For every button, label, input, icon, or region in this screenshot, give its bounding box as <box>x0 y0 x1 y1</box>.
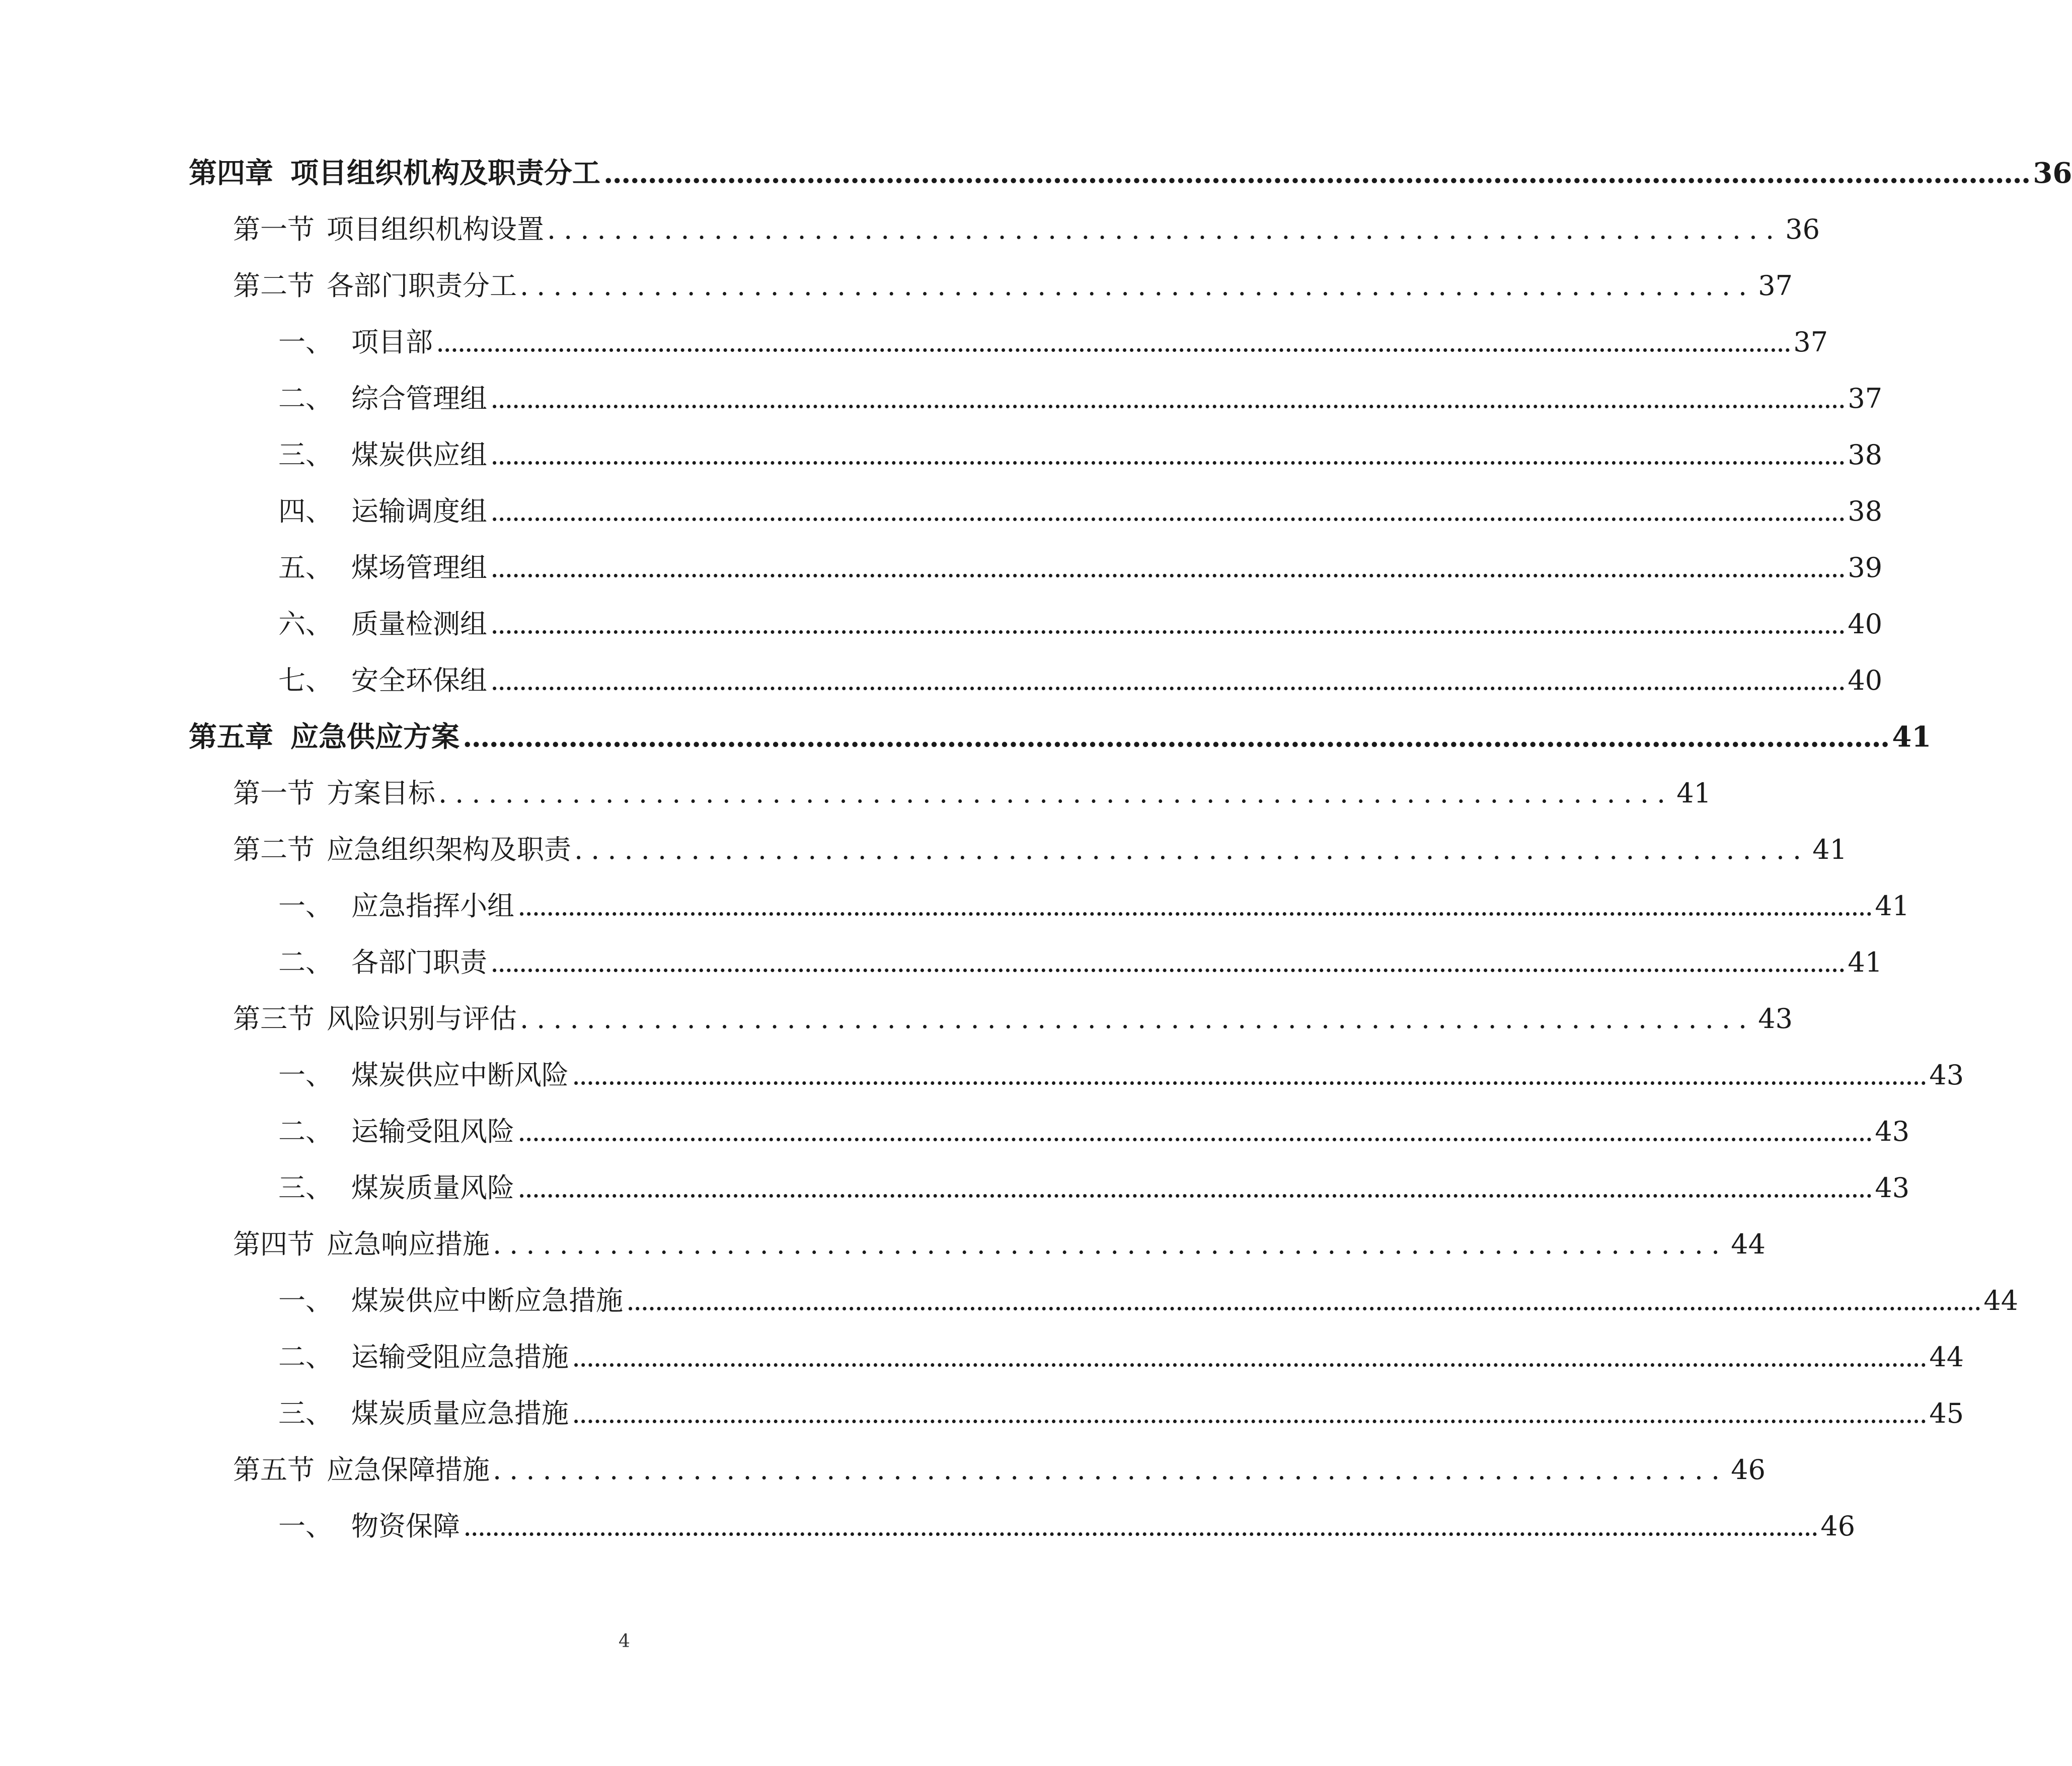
toc-page-number: 41 <box>1676 777 1711 809</box>
toc-item-number: 三、 <box>278 1172 333 1204</box>
toc-dot-leader: .......................................................................... <box>520 1003 1755 1035</box>
toc-item-number: 五、 <box>278 552 333 583</box>
toc-item-number: 二、 <box>278 1341 333 1373</box>
toc-item[interactable] <box>278 1506 1856 1547</box>
toc-dot-leader: .............................................................................................................................................................................................. <box>436 326 1791 358</box>
toc-item-title: 质量检测组 <box>351 608 487 640</box>
toc-item-title: 煤场管理组 <box>351 552 487 583</box>
toc-page-number: 36 <box>1785 213 1820 245</box>
toc-section-number: 第一节 <box>233 213 315 245</box>
toc-item-number: 二、 <box>278 1116 333 1147</box>
toc-item-number: 一、 <box>278 1285 333 1316</box>
toc-dot-leader: .............................................................................................................................................................................................. <box>517 890 1872 922</box>
toc-item-number: 一、 <box>278 890 333 922</box>
toc-chapter-title: 应急供应方案 <box>290 720 459 754</box>
toc-dot-leader: .......................................................................... <box>438 777 1674 809</box>
toc-chapter-number: 第四章 <box>189 157 273 190</box>
toc-dot-leader: .............................................................................................................................................................................................. <box>572 1341 1927 1373</box>
toc-section-number: 第五节 <box>233 1454 315 1486</box>
toc-page-number: 41 <box>1812 834 1847 865</box>
toc-item-title: 煤炭供应中断应急措施 <box>351 1285 623 1316</box>
toc-section[interactable] <box>233 999 1793 1039</box>
toc-item-number: 一、 <box>278 326 333 358</box>
toc-dot-leader: .............................................................................................................................................................................................. <box>463 1510 1818 1542</box>
toc-item[interactable] <box>278 886 1910 926</box>
toc-dot-leader: .............................................................................................................................................................................................. <box>490 608 1845 640</box>
toc-section-title: 方案目标 <box>327 777 435 809</box>
toc-section-number: 第二节 <box>233 834 315 865</box>
toc-item-number: 二、 <box>278 383 333 414</box>
toc-page-number: 46 <box>1820 1510 1856 1542</box>
toc-item[interactable] <box>278 1055 1964 1095</box>
toc-page-number: 40 <box>1848 608 1883 640</box>
toc-chapter-5[interactable] <box>189 717 1932 757</box>
toc-dot-leader: .............................................................................................................................................................................................. <box>517 1172 1872 1204</box>
toc-dot-leader: .............................................................................................................................................................................................. <box>517 1116 1872 1147</box>
toc-item[interactable] <box>278 491 1883 532</box>
toc-item-number: 一、 <box>278 1059 333 1091</box>
toc-page-number: 40 <box>1848 665 1883 696</box>
toc-item-title: 物资保障 <box>351 1510 460 1542</box>
toc-page-number: 36 <box>2033 157 2072 190</box>
toc-page-number: 37 <box>1848 383 1883 414</box>
toc-page-number: 38 <box>1848 439 1883 471</box>
toc-dot-leader: .......................................................................... <box>493 1454 1728 1486</box>
toc-item-number: 三、 <box>278 439 333 471</box>
toc-dot-leader: .............................................................................................................................................................................................. <box>490 439 1845 471</box>
toc-item[interactable] <box>278 604 1883 644</box>
toc-item-number: 七、 <box>278 665 333 696</box>
toc-page-number: 44 <box>1929 1341 1964 1373</box>
toc-item-title: 煤炭供应组 <box>351 439 487 471</box>
toc-page-number: 41 <box>1848 946 1883 978</box>
toc-page-number: 41 <box>1892 720 1932 754</box>
toc-item[interactable] <box>278 1112 1910 1152</box>
toc-dot-leader: .............................................................................................................................................................................................. <box>572 1397 1927 1429</box>
toc-section-title: 应急响应措施 <box>327 1228 490 1260</box>
toc-page-number: 43 <box>1758 1003 1793 1035</box>
toc-dot-leader: .......................................................................... <box>493 1228 1728 1260</box>
toc-item[interactable] <box>278 435 1883 475</box>
toc-dot-leader: .............................................................................................................................................................................................. <box>490 552 1845 583</box>
toc-section-title: 各部门职责分工 <box>327 270 517 302</box>
toc-item[interactable] <box>278 322 1828 362</box>
toc-item[interactable] <box>278 1337 1964 1377</box>
toc-item[interactable] <box>278 1281 2019 1321</box>
toc-section-number: 第三节 <box>233 1003 315 1035</box>
toc-page-number: 43 <box>1875 1116 1910 1147</box>
toc-section-title: 风险识别与评估 <box>327 1003 517 1035</box>
toc-item-title: 运输调度组 <box>351 495 487 527</box>
toc-page-number: 43 <box>1929 1059 1964 1091</box>
toc-dot-leader: .......................................................................... <box>574 834 1810 865</box>
toc-item-title: 安全环保组 <box>351 665 487 696</box>
toc-item-title: 煤炭质量风险 <box>351 1172 514 1204</box>
toc-section-number: 第二节 <box>233 270 315 302</box>
toc-dot-leader: .......................................................................... <box>520 270 1755 302</box>
toc-section[interactable] <box>233 266 1793 306</box>
toc-item-title: 运输受阻应急措施 <box>351 1341 569 1373</box>
toc-item-title: 运输受阻风险 <box>351 1116 514 1147</box>
toc-section[interactable] <box>233 209 1820 250</box>
toc-page-number: 43 <box>1875 1172 1910 1204</box>
toc-item[interactable] <box>278 1393 1964 1434</box>
toc-section[interactable] <box>233 1224 1766 1265</box>
page-footer-number: 4 <box>619 1631 630 1652</box>
toc-page-number: 46 <box>1731 1454 1766 1486</box>
toc-item-title: 各部门职责 <box>351 946 487 978</box>
toc-section[interactable] <box>233 830 1847 870</box>
toc-chapter-number: 第五章 <box>189 720 273 754</box>
toc-item-title: 煤炭供应中断风险 <box>351 1059 569 1091</box>
toc-item[interactable] <box>278 1168 1910 1208</box>
toc-item-number: 四、 <box>278 495 333 527</box>
toc-page-number: 38 <box>1848 495 1883 527</box>
toc-item-title: 应急指挥小组 <box>351 890 514 922</box>
toc-section-title: 项目组织机构设置 <box>327 213 544 245</box>
toc-section[interactable] <box>233 773 1711 814</box>
toc-dot-leader: .............................................................................................................................................................................................. <box>490 946 1845 978</box>
toc-dot-leader: .............................................................................................................................................................................................. <box>490 665 1845 696</box>
toc-dot-leader: .................................................................................................................................................................. <box>463 720 1889 754</box>
toc-dot-leader: .............................................................................................................................................................................................. <box>626 1285 1981 1316</box>
toc-section[interactable] <box>233 1450 1766 1490</box>
toc-page-number: 37 <box>1758 270 1793 302</box>
toc-item[interactable] <box>278 660 1883 701</box>
toc-dot-leader: .......................................................................... <box>547 213 1783 245</box>
toc-section-number: 第四节 <box>233 1228 315 1260</box>
toc-page-number: 45 <box>1929 1397 1964 1429</box>
toc-item-number: 六、 <box>278 608 333 640</box>
toc-item-number: 三、 <box>278 1397 333 1429</box>
toc-page-number: 37 <box>1793 326 1828 358</box>
toc-dot-leader: .............................................................................................................................................................................................. <box>490 495 1845 527</box>
toc-item[interactable] <box>278 379 1883 419</box>
toc-dot-leader: .................................................................................................................................................................. <box>603 157 2030 190</box>
toc-item-title: 煤炭质量应急措施 <box>351 1397 569 1429</box>
toc-dot-leader: .............................................................................................................................................................................................. <box>490 383 1845 414</box>
toc-page-number: 39 <box>1848 552 1883 583</box>
toc-section-number: 第一节 <box>233 777 315 809</box>
toc-item-title: 综合管理组 <box>351 383 487 414</box>
toc-item-number: 一、 <box>278 1510 333 1542</box>
toc-item-title: 项目部 <box>351 326 433 358</box>
toc-page-number: 44 <box>1731 1228 1766 1260</box>
toc-section-title: 应急组织架构及职责 <box>327 834 571 865</box>
toc-section-title: 应急保障措施 <box>327 1454 490 1486</box>
toc-chapter-title: 项目组织机构及职责分工 <box>290 157 600 190</box>
toc-page-number: 41 <box>1875 890 1910 922</box>
toc-dot-leader: .............................................................................................................................................................................................. <box>572 1059 1927 1091</box>
toc-item-number: 二、 <box>278 946 333 978</box>
toc-page-number: 44 <box>1983 1285 2019 1316</box>
toc-chapter-4[interactable] <box>189 153 2072 193</box>
toc-item[interactable] <box>278 942 1883 983</box>
toc-item[interactable] <box>278 548 1883 588</box>
